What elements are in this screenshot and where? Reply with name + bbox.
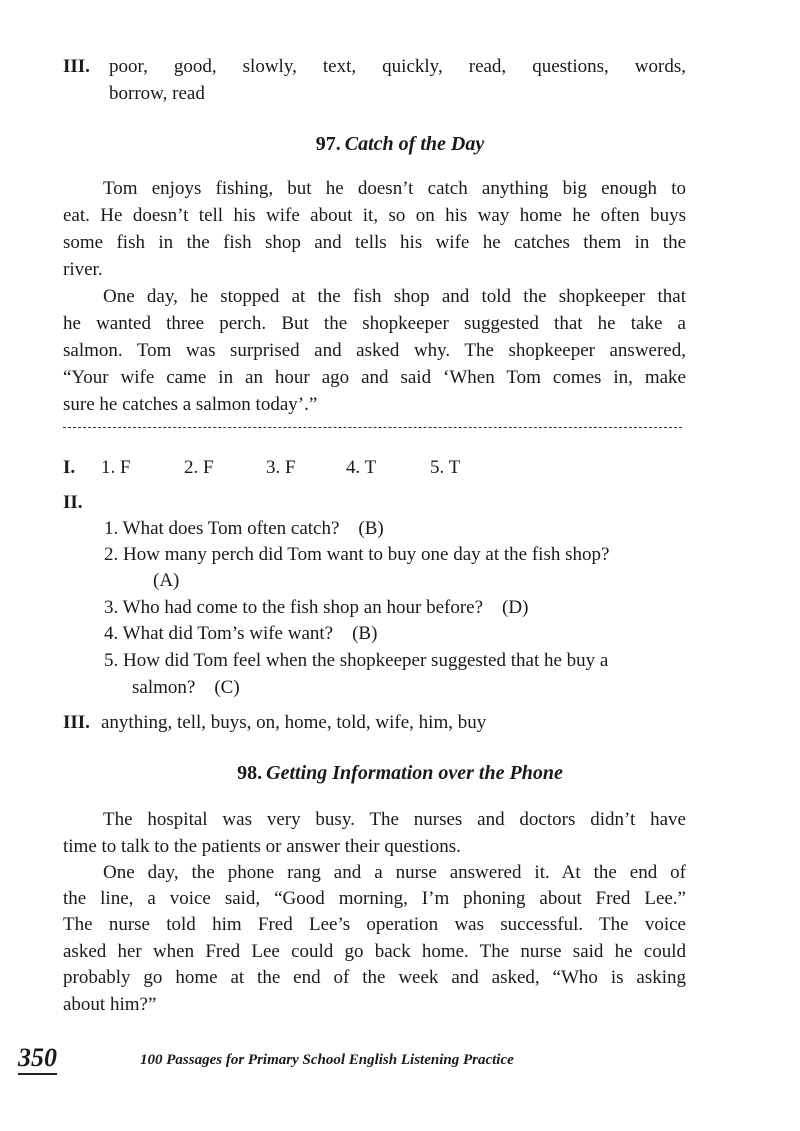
question-2-answer: (A)	[153, 570, 180, 591]
passage-98-p2-line: The nurse told him Fred Lee’s operation was successful. The voice	[63, 914, 686, 935]
passage-98-p2-line: the line, a voice said, “Good morning, I’m phoning about Fred Lee.”	[63, 888, 686, 909]
prev-answers-line-2: borrow, read	[109, 83, 205, 104]
question-2: 2. How many perch did Tom want to buy one day at the fish shop?	[104, 544, 610, 565]
passage-97-p2-line: “Your wife came in an hour ago and said ‘When Tom comes in, make	[63, 367, 686, 388]
answers-section-2-label: II.	[63, 492, 83, 513]
passage-97-p1-line: Tom enjoys fishing, but he doesn’t catch anything big enough to	[103, 178, 686, 199]
passage-98-p2-line: asked her when Fred Lee could go back home. The nurse said he could	[63, 941, 686, 962]
passage-98-p2-line: probably go home at the end of the week and asked, “Who is asking	[63, 967, 686, 988]
passage-98-p1-line: time to talk to the patients or answer their questions.	[63, 836, 461, 857]
passage-97-number: 97.	[315, 133, 341, 155]
passage-97-p1-line: river.	[63, 259, 103, 280]
passage-98-p1-line: The hospital was very busy. The nurses and doctors didn’t have	[103, 809, 686, 830]
answers-section-1-label: I.	[63, 457, 76, 478]
question-5-answer: salmon? (C)	[132, 677, 240, 698]
answer-item: 2. F	[184, 457, 214, 478]
prev-answers-line-1: poor, good, slowly, text, quickly, read, questions, words,	[109, 56, 686, 77]
running-footer-title: 100 Passages for Primary School English Listening Practice	[140, 1052, 514, 1068]
passage-97-p2-line: he wanted three perch. But the shopkeeper suggested that he take a	[63, 313, 686, 334]
passage-97-p2-line: salmon. Tom was surprised and asked why. The shopkeeper answered,	[63, 340, 686, 361]
passage-97-p2-line: One day, he stopped at the fish shop and told the shopkeeper that	[103, 286, 686, 307]
passage-98-title	[0, 762, 800, 785]
passage-98-title-text: Getting Information over the Phone	[266, 762, 563, 784]
answer-item: 5. T	[430, 457, 461, 478]
passage-97-p2-line: sure he catches a salmon today’.”	[63, 394, 318, 415]
passage-97-p1-line: eat. He doesn’t tell his wife about it, so on his way home he often buys	[63, 205, 686, 226]
answer-separator	[63, 427, 682, 428]
answer-item: 1. F	[101, 457, 131, 478]
answers-section-3-text: anything, tell, buys, on, home, told, wife, him, buy	[101, 712, 487, 733]
question-5: 5. How did Tom feel when the shopkeeper suggested that he buy a	[104, 650, 609, 671]
passage-98-number: 98.	[237, 762, 263, 784]
passage-97-title	[0, 133, 800, 156]
passage-98-p2-line: about him?”	[63, 994, 157, 1015]
passage-98-p2-line: One day, the phone rang and a nurse answered it. At the end of	[103, 862, 686, 883]
answer-item: 4. T	[346, 457, 377, 478]
question-3: 3. Who had come to the fish shop an hour before? (D)	[104, 597, 529, 618]
answer-item: 3. F	[266, 457, 296, 478]
question-4: 4. What did Tom’s wife want? (B)	[104, 623, 378, 644]
question-1: 1. What does Tom often catch? (B)	[104, 518, 384, 539]
page-number: 350	[18, 1043, 57, 1075]
passage-97-title-text: Catch of the Day	[344, 133, 485, 155]
answers-section-3-label: III.	[63, 712, 90, 733]
passage-97-p1-line: some fish in the fish shop and tells his wife he catches them in the	[63, 232, 686, 253]
prev-answers-label: III.	[63, 56, 90, 77]
